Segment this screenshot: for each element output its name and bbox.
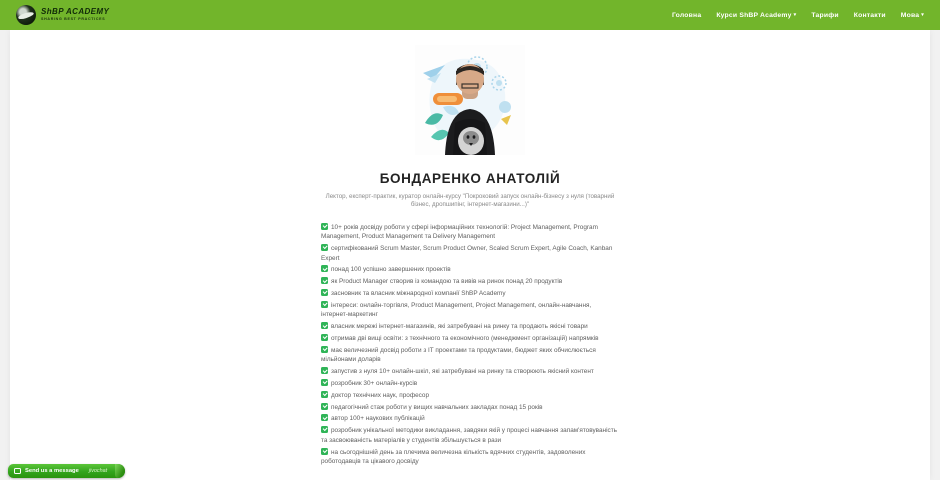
list-item: 10+ років досвіду роботи у сфері інформаційних технологій: Project Management, Program Management, Product Management та Delivery Management	[321, 223, 598, 241]
nav-item-language[interactable]: Мова ▾	[900, 11, 924, 19]
checkmark-icon	[321, 277, 328, 284]
checkmark-icon	[321, 414, 328, 421]
list-item: понад 100 успішно завершених проектів	[321, 265, 619, 275]
checkmark-icon	[321, 301, 328, 308]
list-item: на сьогоднішній день за плечима величезна кількість вдячних студентів, задоволених роботодавців та цікавого досвіду	[321, 448, 586, 466]
checkmark-icon	[321, 289, 328, 296]
list-item: має величезний досвід роботи з IT проектами та продуктами, бюджет яких обчислюється мільйонами доларів	[321, 346, 596, 364]
checkmark-icon	[321, 244, 328, 251]
lecturer-photo	[415, 45, 525, 155]
logo-globe-icon	[16, 5, 36, 25]
checkmark-icon	[321, 391, 328, 398]
list-item: розробник унікальної методики викладання, завдяки якій у процесі навчання запам'ятовуваність та засвоюваність матеріалів у студентів збільшується в рази	[321, 427, 617, 444]
checkmark-icon	[321, 334, 328, 341]
list-item: сертифікований Scrum Master, Scrum Product Owner, Scaled Scrum Expert, Agile Coach, Kanban Expert	[321, 244, 613, 262]
chevron-down-icon: ▾	[921, 11, 924, 18]
list-item: запустив з нуля 10+ онлайн-шкіл, які затребувані на ринку та створюють якісний контент	[321, 367, 619, 377]
logo-title: ShBP ACADEMY	[41, 7, 110, 17]
facts-list	[321, 223, 619, 467]
logo-tagline: SHARING BEST PRACTICES	[41, 17, 106, 22]
checkmark-icon	[321, 346, 328, 353]
page-title: БОНДАРЕНКО АНАТОЛІЙ	[379, 171, 561, 186]
chat-bubble-icon	[14, 468, 21, 474]
list-item: як Product Manager створив із командою та вивів на ринок понад 20 продуктів	[321, 277, 619, 287]
site-header	[0, 0, 940, 30]
checkmark-icon	[321, 367, 328, 374]
jivochat-widget[interactable]	[8, 464, 125, 478]
checkmark-icon	[321, 265, 328, 272]
list-item: власник мережі інтернет-магазинів, які затребувані на ринку та продають якісні товари	[321, 322, 619, 332]
list-item: педагогічний стаж роботи у вищих навчальних закладах понад 15 років	[321, 403, 619, 413]
nav-item-pricing[interactable]: Тарифи	[811, 11, 839, 19]
checkmark-icon	[321, 223, 328, 230]
lecturer-subtitle: Лектор, експерт-практик, куратор онлайн-курсу "Покроковий запуск онлайн-бізнесу з нуля (товарний бізнес, дропшипінг, інтернет-магазини...)"	[325, 193, 615, 208]
list-item: автор 100+ наукових публікацій	[321, 414, 619, 424]
content-area	[10, 30, 930, 480]
checkmark-icon	[321, 379, 328, 386]
lecturer-photo-illustration	[415, 45, 525, 155]
chat-label: Send us a message	[25, 468, 79, 474]
nav-item-home[interactable]: Головна	[671, 11, 702, 19]
list-item: інтереси: онлайн-торгівля, Product Management, Project Management, онлайн-навчання, інтернет-маркетинг	[321, 301, 592, 319]
checkmark-icon	[321, 322, 328, 329]
jivochat-brand: jivochat	[88, 468, 108, 474]
list-item: отримав дві вищі освіти: з технічного та економічного (менеджмент організацій) напрямків	[321, 334, 619, 344]
list-item: доктор технічних наук, професор	[321, 391, 619, 401]
checkmark-icon	[321, 426, 328, 433]
main-nav	[672, 12, 924, 19]
list-item: засновник та власник міжнародної компанії ShBP Academy	[321, 289, 619, 299]
nav-item-contacts[interactable]: Контакти	[853, 11, 886, 19]
chevron-down-icon: ▾	[793, 11, 797, 18]
checkmark-icon	[321, 448, 328, 455]
checkmark-icon	[321, 403, 328, 410]
nav-item-courses[interactable]: Курси ShBP Academy ▾	[716, 11, 797, 19]
list-item: розробник 30+ онлайн-курсів	[321, 379, 619, 389]
logo[interactable]	[16, 5, 109, 25]
